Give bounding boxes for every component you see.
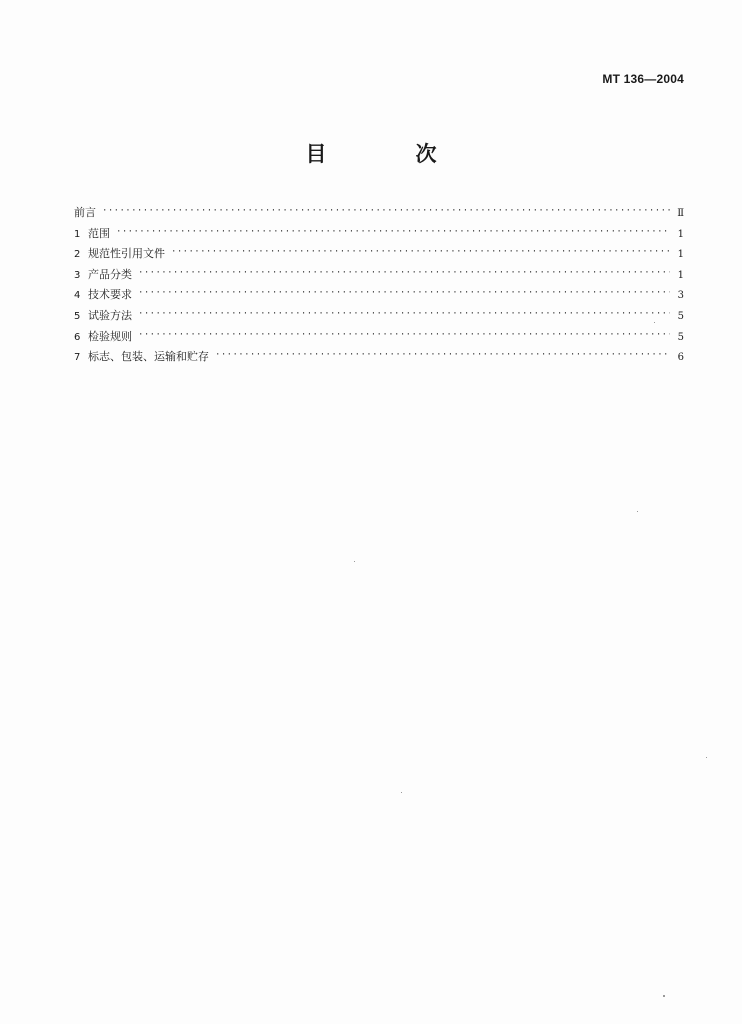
toc-dot-leader (102, 201, 670, 222)
toc-entry-label: 范围 (88, 226, 110, 240)
toc-entry-page: Ⅱ (677, 208, 684, 219)
toc-entry-label: 产品分类 (88, 267, 132, 281)
toc-entry-number: 4 (74, 290, 81, 302)
toc-entry-number: 1 (74, 228, 81, 240)
standard-code: MT 136—2004 (602, 72, 684, 86)
toc-entry-page: 6 (677, 352, 684, 364)
scan-speck (654, 322, 655, 323)
toc-entry-inspection-rules[interactable] (74, 327, 684, 348)
toc-dot-leader (138, 283, 670, 304)
toc-entry-page: 1 (677, 228, 684, 240)
toc-entry-number: 6 (74, 331, 81, 343)
toc-entry-label: 前言 (74, 206, 96, 219)
toc-entry-page: 1 (677, 249, 684, 261)
toc-dot-leader (138, 304, 670, 325)
toc-dot-leader (116, 222, 670, 243)
table-of-contents (74, 203, 684, 368)
toc-entry-product-classification[interactable] (74, 265, 684, 286)
scan-speck (706, 757, 707, 758)
toc-entry-normative-references[interactable] (74, 244, 684, 265)
toc-entry-label: 试验方法 (88, 308, 132, 322)
toc-entry-marking-packaging[interactable] (74, 347, 684, 368)
toc-dot-leader (138, 325, 670, 346)
toc-entry-page: 5 (677, 331, 684, 343)
scan-speck (637, 511, 638, 512)
toc-dot-leader (215, 345, 670, 366)
toc-entry-number: 3 (74, 269, 81, 281)
scan-speck (663, 995, 665, 997)
toc-entry-label: 检验规则 (88, 329, 132, 343)
toc-dot-leader (171, 242, 670, 263)
toc-title: 目 次 (305, 142, 471, 166)
toc-entry-number: 5 (74, 310, 81, 322)
toc-entry-technical-requirements[interactable] (74, 285, 684, 306)
scan-speck (354, 561, 355, 562)
toc-entry-page: 3 (677, 290, 684, 302)
toc-entry-label: 技术要求 (88, 288, 132, 302)
toc-dot-leader (138, 263, 670, 284)
scan-speck (401, 792, 402, 793)
toc-entry-label: 规范性引用文件 (88, 247, 165, 261)
toc-entry-page: 5 (677, 310, 684, 322)
toc-entry-number: 7 (74, 352, 81, 364)
toc-entry-foreword[interactable] (74, 203, 684, 224)
toc-entry-label: 标志、包装、运输和贮存 (88, 350, 209, 364)
toc-entry-test-methods[interactable] (74, 306, 684, 327)
toc-entry-page: 1 (677, 269, 684, 281)
toc-entry-number: 2 (74, 249, 81, 261)
toc-entry-scope[interactable] (74, 224, 684, 245)
